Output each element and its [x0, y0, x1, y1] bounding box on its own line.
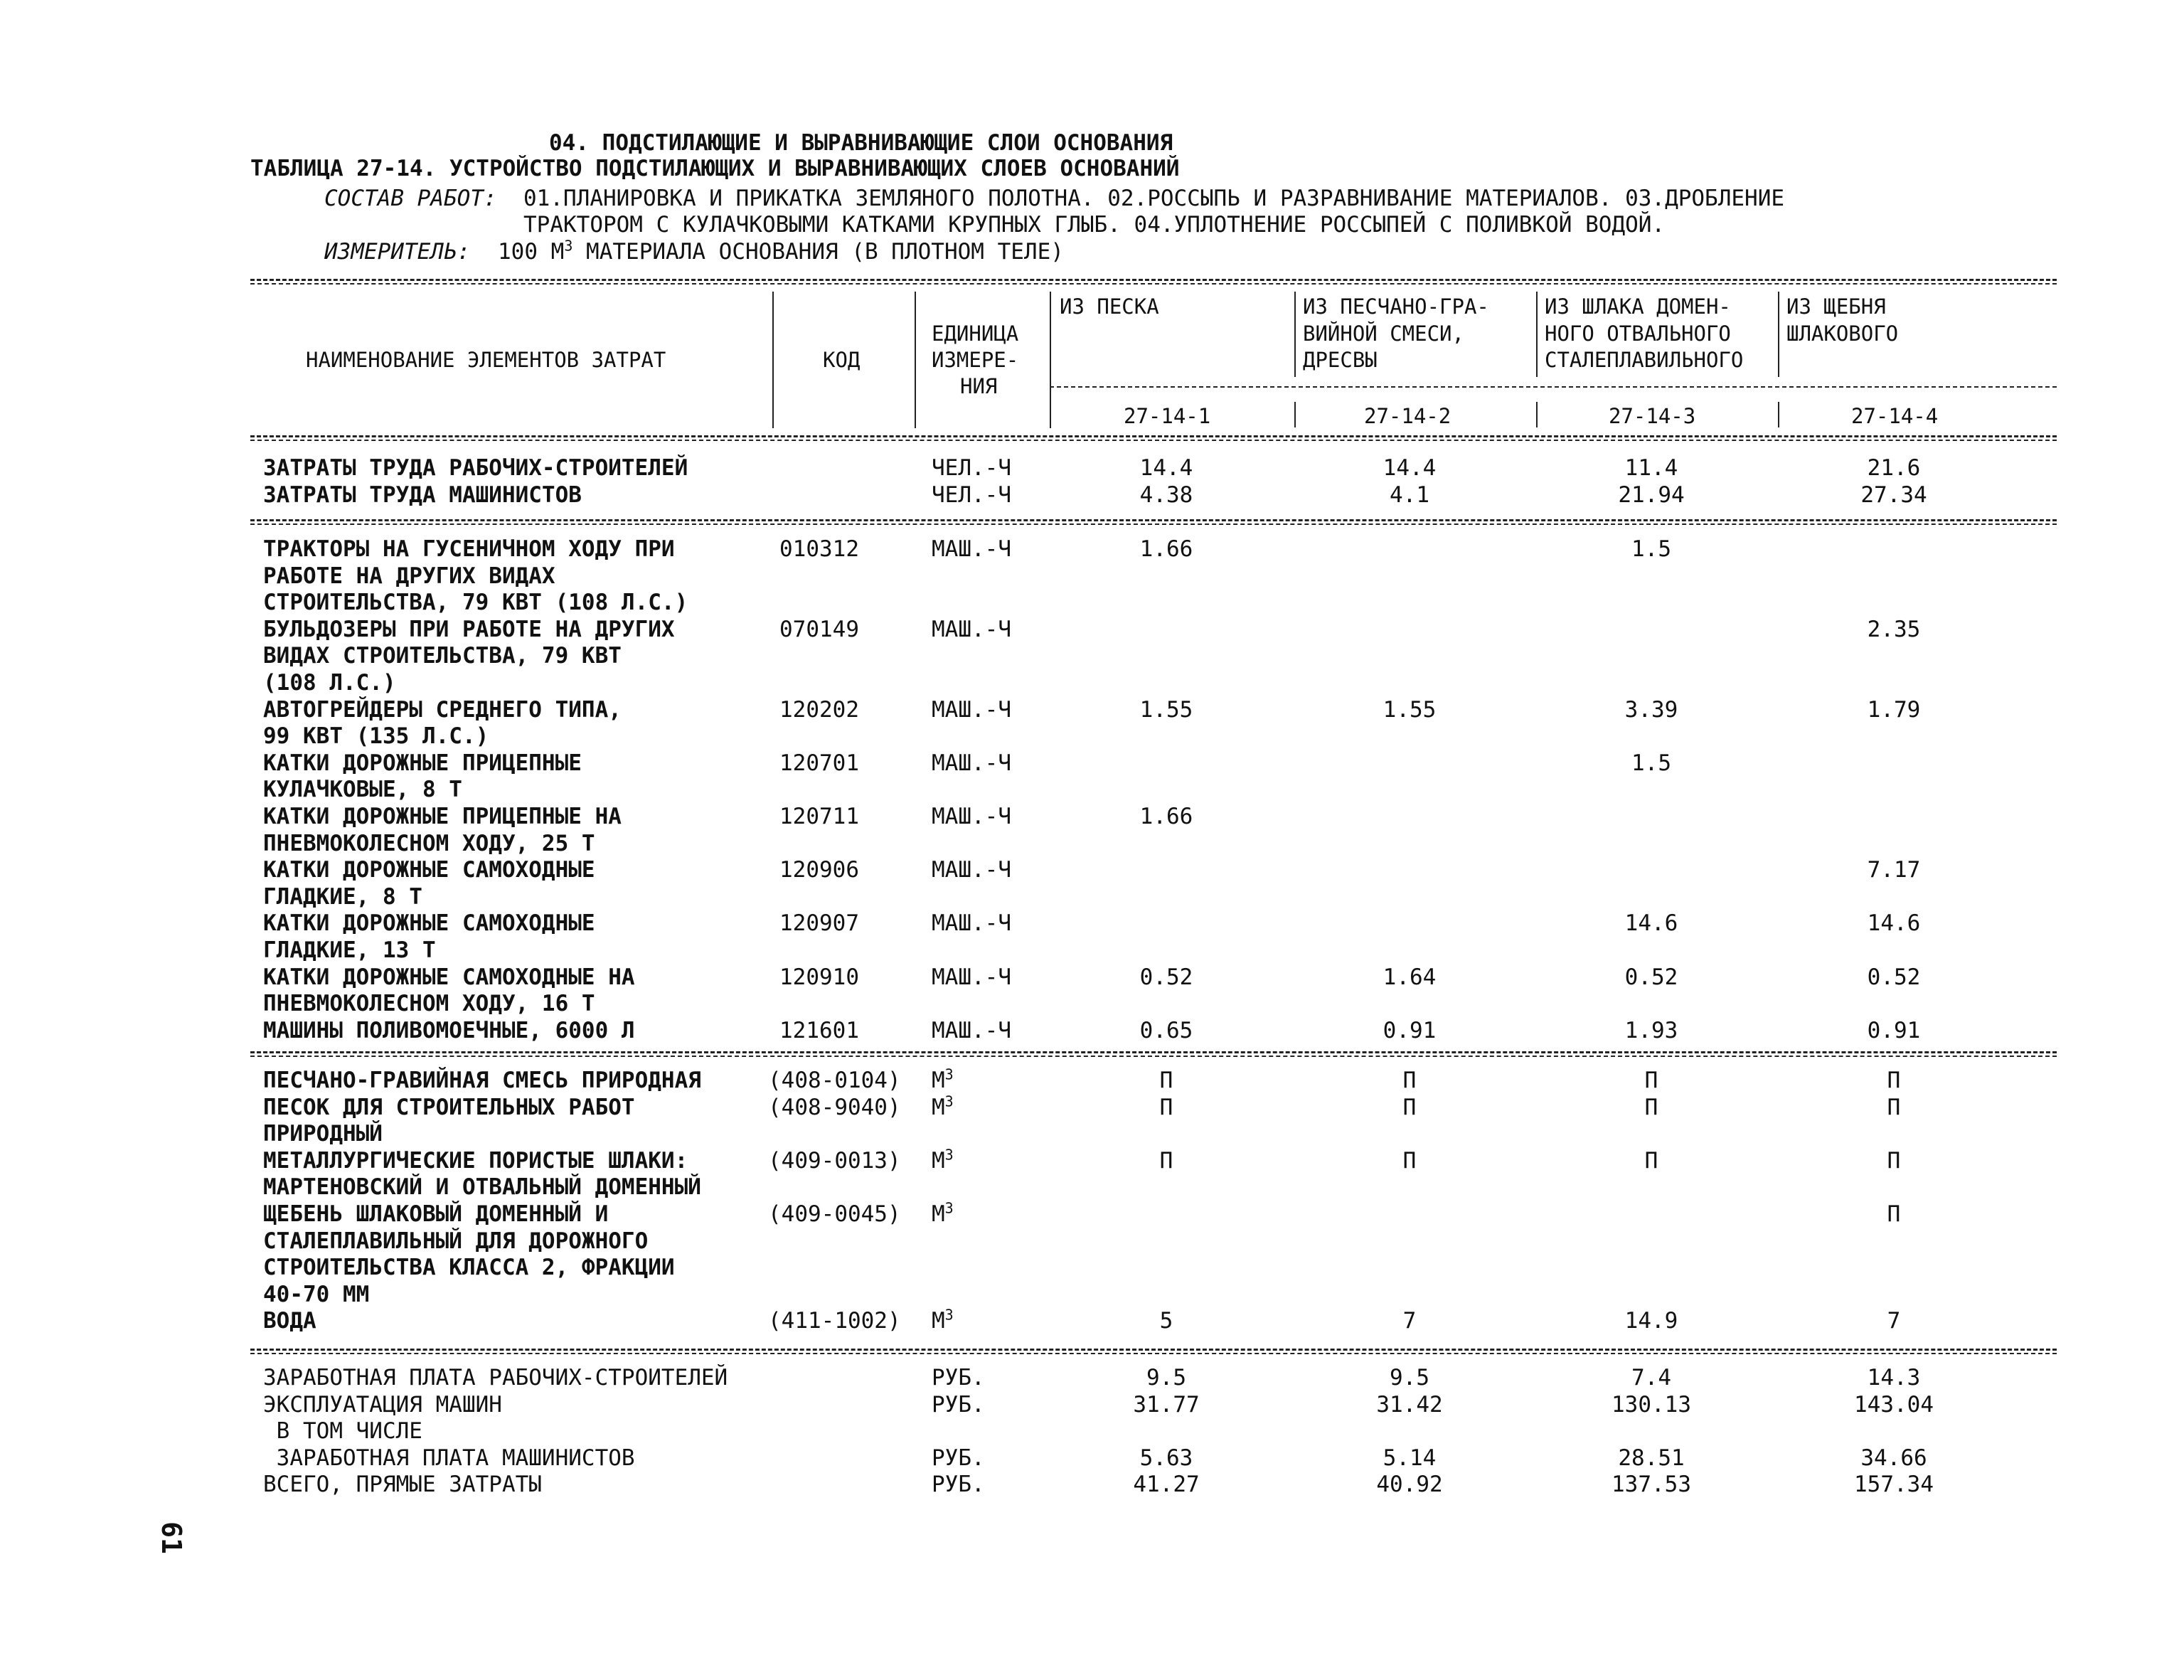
value-cell-1: П — [1159, 1147, 1173, 1174]
row-name: РАБОТЕ НА ДРУГИХ ВИДАХ — [263, 563, 555, 589]
meter-text: 100 $М^3$ МАТЕРИАЛА ОСНОВАНИЯ (В ПЛОТНОМ ТЕЛЕ) — [498, 237, 1064, 265]
value-cell-3: 0.52 — [1624, 964, 1678, 990]
row-name: КАТКИ ДОРОЖНЫЕ САМОХОДНЫЕ НА — [263, 964, 635, 990]
unit-cell: ЧЕЛ.-Ч — [932, 455, 1011, 481]
col-3-header-2: НОГО ОТВАЛЬНОГО — [1545, 321, 1731, 346]
code-cell: (408-0104) — [768, 1068, 901, 1093]
value-cell-2: П — [1402, 1094, 1417, 1120]
work-line-2: ТРАКТОРОМ С КУЛАЧКОВЫМИ КАТКАМИ КРУПНЫХ ГЛЫБ. 04.УПЛОТНЕНИЕ РОССЫПЕЙ С ПОЛИВКОЙ ВОДОЙ. — [523, 212, 1666, 238]
value-cell-3: 14.6 — [1624, 910, 1678, 937]
row-name: ТРАКТОРЫ НА ГУСЕНИЧНОМ ХОДУ ПРИ — [263, 536, 675, 562]
col-1-header: ИЗ ПЕСКА — [1060, 294, 1159, 319]
col-divider — [1294, 402, 1296, 427]
row-name: СТРОИТЕЛЬСТВА, 79 КВТ (108 Л.С.) — [263, 590, 688, 616]
value-cell-4: 157.34 — [1854, 1472, 1934, 1498]
col-3-header-3: СТАЛЕПЛАВИЛЬНОГО — [1545, 348, 1744, 372]
col-divider — [1536, 402, 1538, 427]
code-cell: 121601 — [779, 1017, 859, 1043]
value-cell-2: 9.5 — [1390, 1365, 1429, 1391]
code-cell: (411-1002) — [768, 1308, 901, 1334]
unit-cell: $М^3$ — [932, 1146, 954, 1174]
value-cell-4: П — [1887, 1201, 1901, 1227]
value-cell-3: 137.53 — [1612, 1472, 1691, 1498]
value-cell-1: 0.52 — [1139, 964, 1193, 990]
unit-cell: МАШ.-Ч — [932, 616, 1011, 642]
col-divider — [1778, 292, 1779, 377]
code-cell: (409-0045) — [768, 1201, 901, 1227]
rule-section-3 — [250, 1349, 2057, 1351]
row-name: ВОДА — [263, 1308, 316, 1334]
value-cell-1: 1.55 — [1139, 696, 1193, 723]
col-unit-header-1: ЕДИНИЦА — [932, 321, 1019, 346]
rule-section-3b — [250, 1353, 2057, 1354]
unit-cell: МАШ.-Ч — [932, 804, 1011, 829]
col-unit-header-2: ИЗМЕРЕ- — [932, 348, 1019, 372]
value-cell-2: 31.42 — [1376, 1391, 1443, 1418]
value-cell-4: 0.91 — [1867, 1017, 1921, 1043]
row-name: ЗАТРАТЫ ТРУДА МАШИНИСТОВ — [263, 482, 582, 508]
unit-cell: ЧЕЛ.-Ч — [932, 482, 1011, 508]
value-cell-2: 0.91 — [1383, 1017, 1437, 1043]
unit-cell: МАШ.-Ч — [932, 536, 1011, 562]
unit-cell: РУБ. — [932, 1391, 985, 1418]
code-cell: 120910 — [779, 964, 859, 990]
unit-cell: $М^3$ — [932, 1307, 954, 1334]
code-cell: 010312 — [779, 536, 859, 562]
row-name: ЗАРАБОТНАЯ ПЛАТА РАБОЧИХ-СТРОИТЕЛЕЙ — [263, 1365, 728, 1391]
col-divider — [1778, 402, 1779, 427]
row-name: ПНЕВМОКОЛЕСНОМ ХОДУ, 25 Т — [263, 830, 595, 856]
value-cell-4: 14.3 — [1867, 1365, 1921, 1391]
value-cell-1: 4.38 — [1139, 482, 1193, 508]
value-cell-1: 1.66 — [1139, 536, 1193, 562]
page-number: 61 — [155, 1521, 187, 1554]
rule-sub-header — [1050, 386, 2057, 388]
unit-cell: $М^3$ — [932, 1092, 954, 1120]
value-cell-4: П — [1887, 1068, 1901, 1093]
value-cell-4: 0.52 — [1867, 964, 1921, 990]
value-cell-2: 1.55 — [1383, 696, 1437, 723]
code-cell: (408-9040) — [768, 1094, 901, 1120]
row-name: (108 Л.С.) — [263, 670, 396, 696]
value-cell-2: 40.92 — [1376, 1472, 1443, 1498]
row-name: ГЛАДКИЕ, 13 Т — [263, 937, 436, 963]
value-cell-3: 1.5 — [1631, 750, 1671, 776]
col-name-header: НАИМЕНОВАНИЕ ЭЛЕМЕНТОВ ЗАТРАТ — [306, 348, 666, 372]
value-cell-4: 7 — [1887, 1308, 1901, 1334]
row-name: АВТОГРЕЙДЕРЫ СРЕДНЕГО ТИПА, — [263, 696, 622, 723]
row-name: ПЕСОК ДЛЯ СТРОИТЕЛЬНЫХ РАБОТ — [263, 1094, 635, 1120]
row-name: ПНЕВМОКОЛЕСНОМ ХОДУ, 16 Т — [263, 991, 595, 1017]
value-cell-1: 5.63 — [1139, 1445, 1193, 1471]
row-name: В ТОМ ЧИСЛЕ — [263, 1418, 422, 1445]
unit-cell: МАШ.-Ч — [932, 1017, 1011, 1043]
value-cell-3: 130.13 — [1612, 1391, 1691, 1418]
rule-top-2 — [250, 283, 2057, 285]
col-2-header-1: ИЗ ПЕСЧАНО-ГРА- — [1303, 294, 1489, 319]
value-cell-1: 9.5 — [1146, 1365, 1186, 1391]
col-3-header-1: ИЗ ШЛАКА ДОМЕН- — [1545, 294, 1731, 319]
value-cell-1: П — [1159, 1068, 1173, 1093]
value-cell-4: 1.79 — [1867, 696, 1921, 723]
col-divider — [1050, 292, 1051, 428]
row-name: БУЛЬДОЗЕРЫ ПРИ РАБОТЕ НА ДРУГИХ — [263, 616, 675, 642]
col-2-header-3: ДРЕСВЫ — [1303, 348, 1378, 372]
value-cell-1: 31.77 — [1133, 1391, 1200, 1418]
row-name: ГЛАДКИЕ, 8 Т — [263, 883, 422, 910]
code-cell: (409-0013) — [768, 1147, 901, 1174]
col-divider — [772, 292, 774, 428]
value-cell-4: 7.17 — [1867, 857, 1921, 883]
row-name: ЗАТРАТЫ ТРУДА РАБОЧИХ-СТРОИТЕЛЕЙ — [263, 455, 688, 481]
code-cell: 120202 — [779, 696, 859, 723]
row-name: ПЕСЧАНО-ГРАВИЙНАЯ СМЕСЬ ПРИРОДНАЯ — [263, 1068, 701, 1093]
value-cell-3: 21.94 — [1618, 482, 1685, 508]
rule-section-2 — [250, 1051, 2057, 1053]
unit-cell: МАШ.-Ч — [932, 857, 1011, 883]
work-label: СОСТАВ РАБОТ: — [324, 186, 497, 211]
value-cell-4: 14.6 — [1867, 910, 1921, 937]
row-name: ЭКСПЛУАТАЦИЯ МАШИН — [263, 1391, 502, 1418]
row-name: КАТКИ ДОРОЖНЫЕ САМОХОДНЫЕ — [263, 857, 595, 883]
row-name: 99 КВТ (135 Л.С.) — [263, 723, 489, 750]
rule-header-bottom — [250, 435, 2057, 437]
value-cell-2: 14.4 — [1383, 455, 1437, 481]
col-code-header: КОД — [823, 348, 861, 372]
value-cell-4: П — [1887, 1147, 1901, 1174]
value-cell-2: П — [1402, 1068, 1417, 1093]
value-cell-4: 34.66 — [1860, 1445, 1927, 1471]
value-cell-3: 1.93 — [1624, 1017, 1678, 1043]
section-title: 04. ПОДСТИЛАЮЩИЕ И ВЫРАВНИВАЮЩИЕ СЛОИ ОСНОВАНИЯ — [549, 130, 1173, 156]
unit-cell: МАШ.-Ч — [932, 750, 1011, 776]
value-cell-3: 28.51 — [1618, 1445, 1685, 1471]
value-cell-2: 7 — [1402, 1308, 1417, 1334]
col-2-header-2: ВИЙНОЙ СМЕСИ, — [1303, 321, 1464, 346]
work-line-1: 01.ПЛАНИРОВКА И ПРИКАТКА ЗЕМЛЯНОГО ПОЛОТНА. 02.РОССЫПЬ И РАЗРАВНИВАНИЕ МАТЕРИАЛОВ. 03.ДРОБЛЕНИЕ — [523, 186, 1785, 211]
value-cell-3: 7.4 — [1631, 1365, 1671, 1391]
value-cell-3: 3.39 — [1624, 696, 1678, 723]
value-cell-2: 1.64 — [1383, 964, 1437, 990]
value-cell-4: 2.35 — [1867, 616, 1921, 642]
value-cell-1: П — [1159, 1094, 1173, 1120]
value-cell-3: П — [1644, 1094, 1658, 1120]
value-cell-1: 1.66 — [1139, 804, 1193, 829]
col-1-code: 27-14-1 — [1124, 404, 1211, 428]
row-name: МЕТАЛЛУРГИЧЕСКИЕ ПОРИСТЫЕ ШЛАКИ: — [263, 1147, 688, 1174]
col-4-header-2: ШЛАКОВОГО — [1786, 321, 1899, 346]
value-cell-3: 1.5 — [1631, 536, 1671, 562]
row-name: ПРИРОДНЫЙ — [263, 1121, 383, 1147]
value-cell-4: 143.04 — [1854, 1391, 1934, 1418]
value-cell-1: 41.27 — [1133, 1472, 1200, 1498]
value-cell-2: П — [1402, 1147, 1417, 1174]
row-name: МАШИНЫ ПОЛИВОМОЕЧНЫЕ, 6000 Л — [263, 1017, 635, 1043]
value-cell-4: 21.6 — [1867, 455, 1921, 481]
unit-cell: МАШ.-Ч — [932, 696, 1011, 723]
rule-section-1b — [250, 523, 2057, 525]
value-cell-2: 5.14 — [1383, 1445, 1437, 1471]
row-name: МАРТЕНОВСКИЙ И ОТВАЛЬНЫЙ ДОМЕННЫЙ — [263, 1174, 701, 1201]
row-name: КАТКИ ДОРОЖНЫЕ САМОХОДНЫЕ — [263, 910, 595, 937]
col-divider — [1294, 292, 1296, 377]
value-cell-3: П — [1644, 1147, 1658, 1174]
unit-cell: $М^3$ — [932, 1199, 954, 1227]
code-cell: 120907 — [779, 910, 859, 937]
col-unit-header-3: НИЯ — [960, 374, 998, 398]
meter-label: ИЗМЕРИТЕЛЬ: — [324, 239, 471, 265]
rule-section-1 — [250, 519, 2057, 521]
col-4-header-1: ИЗ ЩЕБНЯ — [1786, 294, 1886, 319]
row-name: КАТКИ ДОРОЖНЫЕ ПРИЦЕПНЫЕ НА — [263, 804, 622, 829]
value-cell-3: П — [1644, 1068, 1658, 1093]
row-name: СТРОИТЕЛЬСТВА КЛАССА 2, ФРАКЦИИ — [263, 1255, 675, 1281]
value-cell-1: 5 — [1159, 1308, 1173, 1334]
value-cell-3: 14.9 — [1624, 1308, 1678, 1334]
row-name: ЗАРАБОТНАЯ ПЛАТА МАШИНИСТОВ — [263, 1445, 635, 1471]
unit-cell: $М^3$ — [932, 1065, 954, 1093]
col-divider — [915, 292, 916, 428]
rule-section-2b — [250, 1056, 2057, 1057]
row-name: 40-70 ММ — [263, 1281, 370, 1307]
value-cell-1: 14.4 — [1139, 455, 1193, 481]
unit-cell: РУБ. — [932, 1472, 985, 1498]
rule-top — [250, 279, 2057, 281]
unit-cell: МАШ.-Ч — [932, 964, 1011, 990]
value-cell-2: 4.1 — [1390, 482, 1429, 508]
row-name: СТАЛЕПЛАВИЛЬНЫЙ ДЛЯ ДОРОЖНОГО — [263, 1228, 649, 1254]
value-cell-1: 0.65 — [1139, 1017, 1193, 1043]
unit-cell: РУБ. — [932, 1365, 985, 1391]
row-name: ВСЕГО, ПРЯМЫЕ ЗАТРАТЫ — [263, 1472, 542, 1498]
col-3-code: 27-14-3 — [1609, 404, 1696, 428]
value-cell-3: 11.4 — [1624, 455, 1678, 481]
row-name: КАТКИ ДОРОЖНЫЕ ПРИЦЕПНЫЕ — [263, 750, 582, 776]
value-cell-4: П — [1887, 1094, 1901, 1120]
code-cell: 120906 — [779, 857, 859, 883]
unit-cell: МАШ.-Ч — [932, 910, 1011, 937]
unit-cell: РУБ. — [932, 1445, 985, 1471]
table-title: ТАБЛИЦА 27-14. УСТРОЙСТВО ПОДСТИЛАЮЩИХ И ВЫРАВНИВАЮЩИХ СЛОЕВ ОСНОВАНИЙ — [250, 156, 1180, 181]
code-cell: 120701 — [779, 750, 859, 776]
col-divider — [1536, 292, 1538, 377]
code-cell: 120711 — [779, 804, 859, 829]
row-name: ВИДАХ СТРОИТЕЛЬСТВА, 79 КВТ — [263, 643, 622, 669]
col-4-code: 27-14-4 — [1851, 404, 1939, 428]
code-cell: 070149 — [779, 616, 859, 642]
rule-header-bottom-2 — [250, 440, 2057, 441]
row-name: ЩЕБЕНЬ ШЛАКОВЫЙ ДОМЕННЫЙ И — [263, 1201, 609, 1227]
row-name: КУЛАЧКОВЫЕ, 8 Т — [263, 777, 462, 803]
col-2-code: 27-14-2 — [1364, 404, 1451, 428]
value-cell-4: 27.34 — [1860, 482, 1927, 508]
